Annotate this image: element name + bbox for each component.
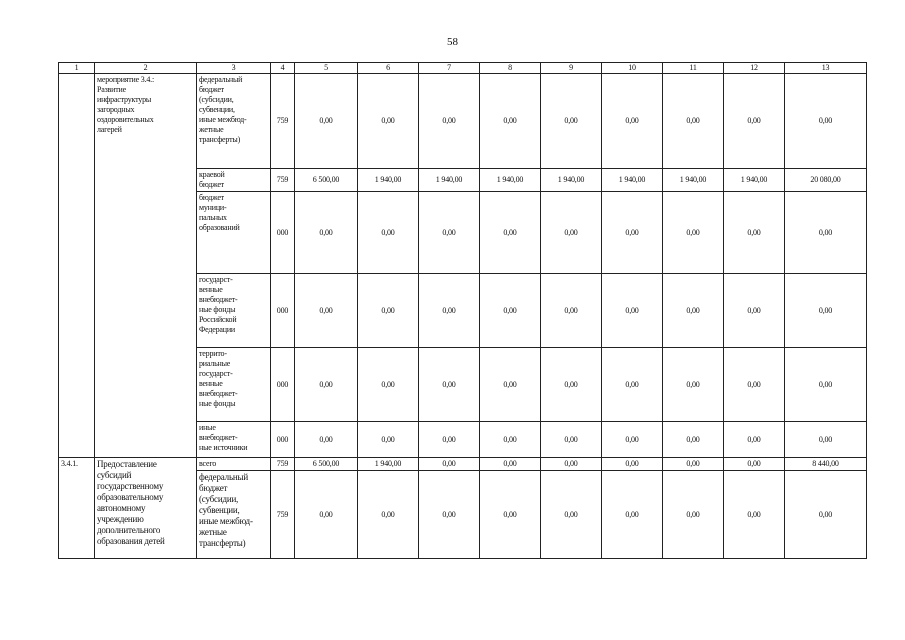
code-cell: 000 [271, 348, 295, 422]
value-cell: 0,00 [541, 74, 602, 169]
value-cell: 0,00 [724, 348, 785, 422]
value-cell: 1 940,00 [602, 169, 663, 192]
value-cell: 0,00 [663, 458, 724, 471]
value-cell: 0,00 [785, 274, 867, 348]
value-cell: 0,00 [419, 274, 480, 348]
value-cell: 1 940,00 [358, 458, 419, 471]
budget-table [58, 62, 867, 559]
value-cell: 0,00 [663, 422, 724, 458]
code-cell: 759 [271, 458, 295, 471]
value-cell: 0,00 [785, 348, 867, 422]
funding-source-line: субвенции, [199, 105, 235, 114]
value-cell: 0,00 [358, 471, 419, 559]
funding-source-line: трансферты) [199, 135, 241, 144]
funding-source-line: трансферты) [199, 538, 246, 548]
value-cell: 0,00 [785, 192, 867, 274]
value-cell: 0,00 [541, 348, 602, 422]
funding-source-line: венные [199, 285, 223, 294]
item-number-cell: 3.4.1. [59, 458, 95, 559]
column-number-cell: 13 [785, 63, 867, 74]
value-cell: 0,00 [602, 458, 663, 471]
column-number-cell: 1 [59, 63, 95, 74]
value-cell: 20 080,00 [785, 169, 867, 192]
funding-source-line: субвенции, [199, 505, 240, 515]
funding-source-line: внебюджет- [199, 389, 238, 398]
funding-source-line: террито- [199, 349, 227, 358]
code-cell: 000 [271, 274, 295, 348]
item-title-cell [95, 74, 197, 458]
funding-source-line: венные [199, 379, 223, 388]
item-number-cell [59, 74, 95, 458]
code-cell: 759 [271, 169, 295, 192]
funding-source-line: бюджет [199, 193, 224, 202]
item-title-line: образовательному [97, 492, 164, 502]
value-cell: 0,00 [419, 471, 480, 559]
value-cell: 0,00 [785, 74, 867, 169]
item-title-line: дополнительного [97, 525, 161, 535]
value-cell: 0,00 [295, 471, 358, 559]
value-cell: 0,00 [480, 74, 541, 169]
funding-source-cell [197, 422, 271, 458]
column-number-cell: 10 [602, 63, 663, 74]
item-title-line: загородных [97, 105, 135, 114]
item-title-line: Предоставление [97, 459, 157, 469]
funding-source-line: Российской [199, 315, 237, 324]
value-cell: 0,00 [295, 274, 358, 348]
funding-source-line: риальные [199, 359, 231, 368]
funding-source-line: (субсидии, [199, 95, 234, 104]
item-title-cell [95, 458, 197, 559]
page-number: 58 [447, 36, 458, 48]
funding-source-line: пальных [199, 213, 227, 222]
funding-source-line: бюджет [199, 483, 228, 493]
table-row [59, 74, 867, 169]
value-cell: 0,00 [602, 422, 663, 458]
value-cell: 0,00 [295, 422, 358, 458]
value-cell: 1 940,00 [419, 169, 480, 192]
value-cell: 0,00 [663, 274, 724, 348]
value-cell: 1 940,00 [358, 169, 419, 192]
value-cell: 0,00 [480, 458, 541, 471]
value-cell: 0,00 [602, 74, 663, 169]
funding-source-line: (субсидии, [199, 494, 239, 504]
funding-source-line: бюджет [199, 85, 224, 94]
value-cell: 0,00 [602, 192, 663, 274]
value-cell: 1 940,00 [724, 169, 785, 192]
value-cell: 6 500,00 [295, 169, 358, 192]
value-cell: 0,00 [480, 471, 541, 559]
funding-source-line: государст- [199, 275, 233, 284]
value-cell: 0,00 [419, 422, 480, 458]
value-cell: 0,00 [358, 422, 419, 458]
value-cell: 0,00 [663, 348, 724, 422]
value-cell: 1 940,00 [541, 169, 602, 192]
funding-source-cell [197, 274, 271, 348]
value-cell: 0,00 [724, 422, 785, 458]
table-row [59, 458, 867, 471]
value-cell: 0,00 [724, 274, 785, 348]
value-cell: 0,00 [419, 348, 480, 422]
column-number-cell: 8 [480, 63, 541, 74]
funding-source-line: ные фонды [199, 399, 236, 408]
column-number-cell: 2 [95, 63, 197, 74]
item-title-line: лагерей [97, 125, 122, 134]
item-title-line: субсидий [97, 470, 132, 480]
code-cell: 000 [271, 192, 295, 274]
funding-source-line: федеральный [199, 472, 248, 482]
funding-source-line: образований [199, 223, 240, 232]
column-number-cell: 11 [663, 63, 724, 74]
funding-source-line: ные источники [199, 443, 248, 452]
value-cell: 0,00 [541, 422, 602, 458]
value-cell: 0,00 [663, 471, 724, 559]
value-cell: 0,00 [602, 274, 663, 348]
code-cell: 000 [271, 422, 295, 458]
column-number-cell: 7 [419, 63, 480, 74]
funding-source-cell [197, 458, 271, 471]
value-cell: 0,00 [358, 274, 419, 348]
column-number-cell: 4 [271, 63, 295, 74]
value-cell: 0,00 [724, 192, 785, 274]
value-cell: 0,00 [419, 74, 480, 169]
value-cell: 0,00 [541, 192, 602, 274]
value-cell: 0,00 [295, 348, 358, 422]
funding-source-cell [197, 471, 271, 559]
funding-source-cell [197, 192, 271, 274]
funding-source-line: всего [199, 459, 217, 468]
funding-source-cell [197, 74, 271, 169]
funding-source-line: жетные [199, 527, 227, 537]
value-cell: 0,00 [785, 422, 867, 458]
item-title-line: учреждению [97, 514, 144, 524]
value-cell: 0,00 [480, 348, 541, 422]
column-number-cell: 9 [541, 63, 602, 74]
value-cell: 0,00 [663, 192, 724, 274]
funding-source-line: Федерации [199, 325, 235, 334]
funding-source-line: краевой [199, 170, 225, 179]
value-cell: 0,00 [541, 274, 602, 348]
funding-source-cell [197, 169, 271, 192]
value-cell: 0,00 [724, 471, 785, 559]
value-cell: 6 500,00 [295, 458, 358, 471]
value-cell: 0,00 [419, 192, 480, 274]
value-cell: 0,00 [602, 348, 663, 422]
item-title-line: государственному [97, 481, 164, 491]
funding-source-line: государст- [199, 369, 233, 378]
item-title-line: автономному [97, 503, 146, 513]
value-cell: 0,00 [480, 274, 541, 348]
value-cell: 1 940,00 [480, 169, 541, 192]
item-title-line: Развитие [97, 85, 126, 94]
funding-source-line: иные межбюд- [199, 516, 253, 526]
value-cell: 0,00 [358, 74, 419, 169]
funding-source-line: ные фонды [199, 305, 236, 314]
value-cell: 0,00 [480, 192, 541, 274]
value-cell: 0,00 [724, 458, 785, 471]
funding-source-line: жетные [199, 125, 224, 134]
funding-source-line: иные [199, 423, 216, 432]
funding-source-line: внебюджет- [199, 433, 238, 442]
value-cell: 0,00 [358, 348, 419, 422]
funding-source-cell [197, 348, 271, 422]
value-cell: 0,00 [663, 74, 724, 169]
funding-source-line: иные межбюд- [199, 115, 247, 124]
code-cell: 759 [271, 471, 295, 559]
column-number-cell: 5 [295, 63, 358, 74]
code-cell: 759 [271, 74, 295, 169]
header-row [59, 63, 867, 74]
value-cell: 0,00 [602, 471, 663, 559]
value-cell: 0,00 [785, 471, 867, 559]
value-cell: 0,00 [358, 192, 419, 274]
funding-source-line: внебюджет- [199, 295, 238, 304]
value-cell: 0,00 [541, 471, 602, 559]
value-cell: 0,00 [295, 192, 358, 274]
funding-source-line: муници- [199, 203, 227, 212]
value-cell: 1 940,00 [663, 169, 724, 192]
column-number-cell: 6 [358, 63, 419, 74]
column-number-cell: 12 [724, 63, 785, 74]
item-title-line: оздоровительных [97, 115, 154, 124]
item-title-line: мероприятие 3.4.: [97, 75, 155, 84]
funding-source-line: федеральный [199, 75, 243, 84]
item-title-line: образования детей [97, 536, 165, 546]
funding-source-line: бюджет [199, 180, 224, 189]
value-cell: 0,00 [541, 458, 602, 471]
column-number-cell: 3 [197, 63, 271, 74]
value-cell: 0,00 [419, 458, 480, 471]
value-cell: 0,00 [724, 74, 785, 169]
value-cell: 0,00 [295, 74, 358, 169]
item-title-line: инфраструктуры [97, 95, 152, 104]
value-cell: 8 440,00 [785, 458, 867, 471]
value-cell: 0,00 [480, 422, 541, 458]
